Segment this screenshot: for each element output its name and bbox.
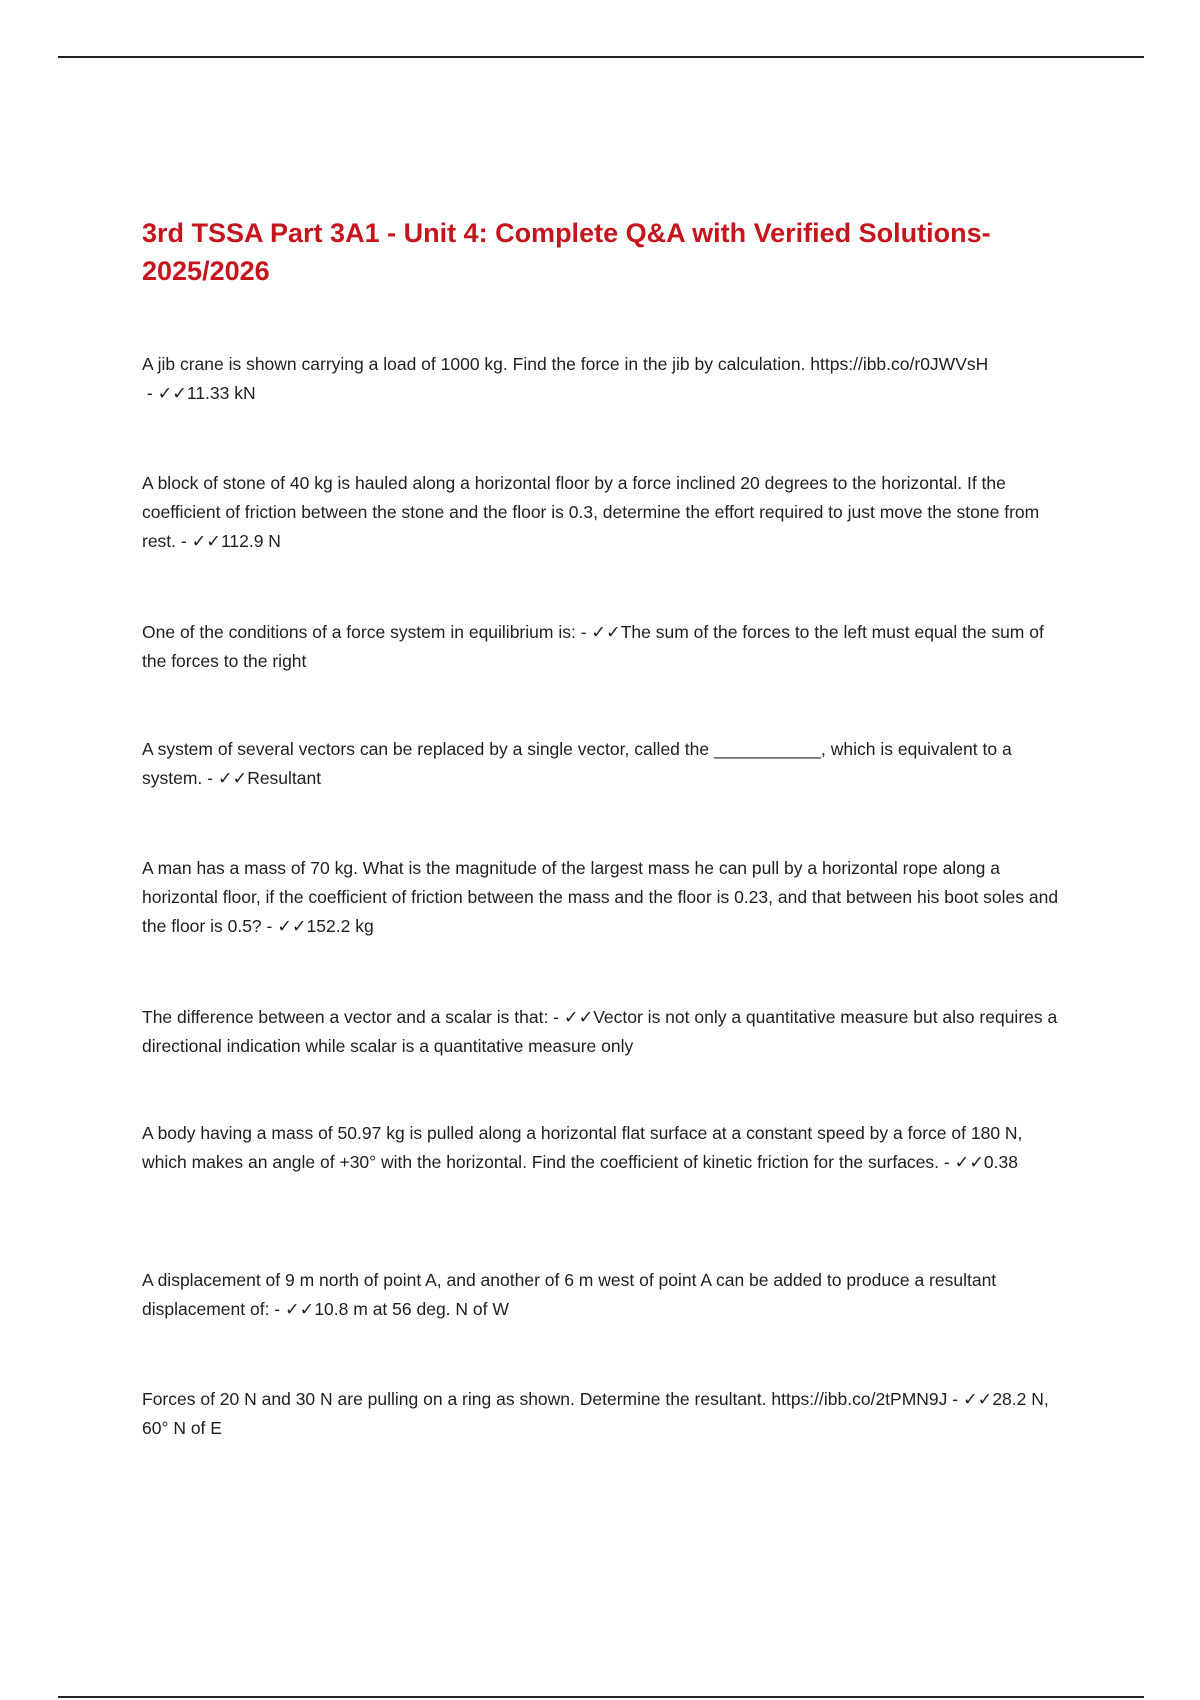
separator: - bbox=[947, 1389, 963, 1409]
answer-text: 10.8 m at 56 deg. N of W bbox=[314, 1299, 509, 1319]
separator: - bbox=[269, 1299, 285, 1319]
separator: - bbox=[261, 916, 278, 936]
question-text: A block of stone of 40 kg is hauled along a horizontal floor by a force inclined 20 degrees to the horizontal. If the coefficient of friction between the stone and the floor is 0.3, determine the effort required to just move the stone from rest. bbox=[142, 473, 1040, 551]
qa-item-8 bbox=[142, 1266, 1067, 1324]
double-check-icon: ✓✓ bbox=[217, 768, 248, 788]
separator: - bbox=[939, 1152, 955, 1172]
question-text: The difference between a vector and a scalar is that: bbox=[142, 1007, 549, 1027]
footer-rule bbox=[58, 1696, 1144, 1698]
qa-item-5 bbox=[142, 854, 1067, 941]
double-check-icon: ✓✓ bbox=[591, 622, 621, 642]
question-text: A system of several vectors can be replaced by a single vector, called the ___________, which is equivalent to a system. bbox=[142, 739, 1012, 788]
answer-text: 152.2 kg bbox=[306, 916, 374, 936]
question-text: One of the conditions of a force system in equilibrium is: bbox=[142, 622, 576, 642]
question-text: A body having a mass of 50.97 kg is pulled along a horizontal flat surface at a constant speed by a force of 180 N, which makes an angle of +30° with the horizontal. Find the coefficient of kinetic friction for the surfaces. bbox=[142, 1123, 1023, 1172]
separator: - bbox=[575, 622, 592, 642]
qa-item-1 bbox=[142, 350, 1067, 408]
answer-text: 0.38 bbox=[983, 1152, 1018, 1172]
separator: - bbox=[202, 768, 218, 788]
answer-text: 112.9 N bbox=[220, 531, 281, 551]
qa-item-6 bbox=[142, 1003, 1067, 1061]
answer-text: 28.2 N, 60° N of E bbox=[142, 1389, 1049, 1438]
double-check-icon: ✓✓ bbox=[157, 383, 187, 403]
document-title: 3rd TSSA Part 3A1 - Unit 4: Complete Q&A with Verified Solutions-2025/2026 bbox=[142, 218, 991, 286]
double-check-icon: ✓✓ bbox=[954, 1152, 984, 1172]
answer-text: The sum of the forces to the left must equal the sum of the forces to the right bbox=[142, 622, 1044, 671]
double-check-icon: ✓✓ bbox=[191, 531, 221, 551]
question-text: A man has a mass of 70 kg. What is the magnitude of the largest mass he can pull by a horizontal rope along a horizontal floor, if the coefficient of friction between the mass and the floor is 0.23, and that between his boot soles and the floor is 0.5? bbox=[142, 858, 1059, 936]
header-rule bbox=[58, 56, 1144, 58]
question-text: Forces of 20 N and 30 N are pulling on a ring as shown. Determine the resultant. https://ibb.co/2tPMN9J bbox=[142, 1389, 948, 1409]
double-check-icon: ✓✓ bbox=[563, 1007, 594, 1027]
answer-text: Vector is not only a quantitative measure but also requires a directional indication while scalar is a quantitative measure only bbox=[142, 1007, 1058, 1056]
double-check-icon: ✓✓ bbox=[277, 916, 307, 936]
question-text: A jib crane is shown carrying a load of 1000 kg. Find the force in the jib by calculation. https://ibb.co/r0JWVsH bbox=[142, 354, 989, 374]
qa-item-3 bbox=[142, 618, 1067, 676]
answer-text: Resultant bbox=[247, 768, 322, 788]
question-text: A displacement of 9 m north of point A, and another of 6 m west of point A can be added to produce a resultant displacement of: bbox=[142, 1270, 997, 1319]
separator: - bbox=[142, 383, 158, 403]
double-check-icon: ✓✓ bbox=[962, 1389, 993, 1409]
answer-text: 11.33 kN bbox=[186, 383, 256, 403]
qa-item-2 bbox=[142, 469, 1067, 556]
qa-item-9 bbox=[142, 1385, 1067, 1443]
qa-item-7 bbox=[142, 1119, 1067, 1177]
separator: - bbox=[548, 1007, 564, 1027]
qa-item-4 bbox=[142, 735, 1067, 793]
separator: - bbox=[176, 531, 192, 551]
double-check-icon: ✓✓ bbox=[285, 1299, 315, 1319]
